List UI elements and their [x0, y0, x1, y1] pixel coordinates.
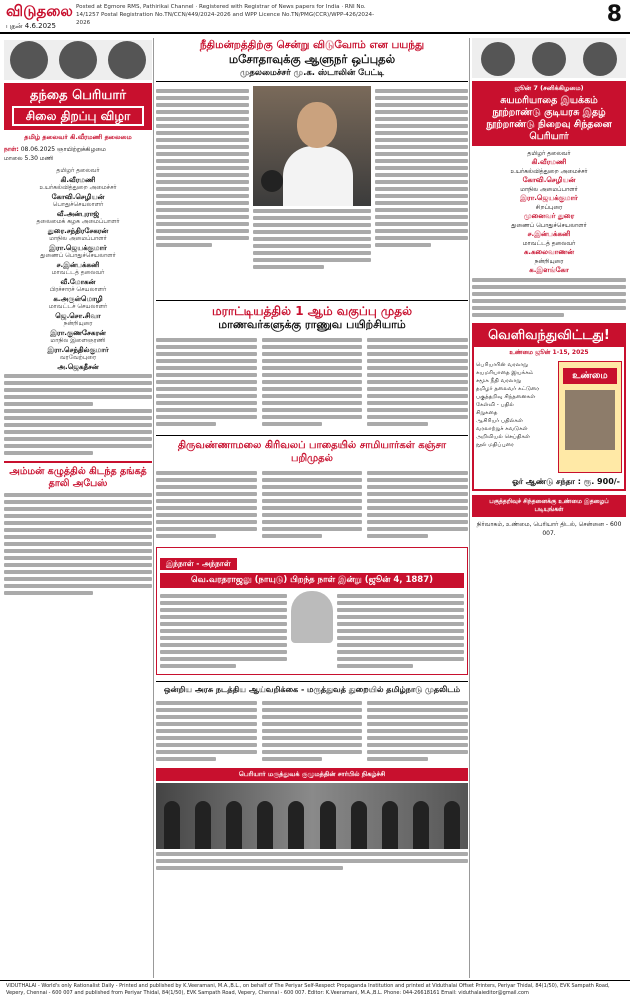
- cover-image: [565, 390, 615, 450]
- banner-title: தந்தை பெரியார்: [30, 88, 126, 103]
- body-text: [156, 86, 249, 300]
- group-photo: [156, 783, 468, 849]
- event-banner: [4, 83, 152, 130]
- history-tag: இந்நாள் - அந்நாள்: [160, 558, 237, 570]
- list-item: துணைப் பொதுச்செயலாளர் ச.இன்பக்கனி: [511, 222, 587, 238]
- event-subtitle: தமிழ் தலைவர் கி.வீரமணி தலைமை: [24, 133, 132, 141]
- history-body: [160, 591, 464, 671]
- list-item: பெரியாரின் வரலாறு: [476, 362, 528, 368]
- issue-date: புதன் 4.6.2025: [6, 22, 56, 30]
- list-item: மாவட்டத் தலைவர் க.கலைவாணன்: [522, 240, 576, 256]
- column-rule: [153, 38, 154, 978]
- list-item: தமிழர் தலைவர் கி.வீரமணி: [527, 150, 571, 166]
- magazine-ad: [472, 323, 626, 491]
- registration-text: Posted at Egmore RMS, Pathirikai Channel · Registered with Registrar of News papers for India · RNI No. 14/1257 Postal Registration No.TN/CCN/449/2024-2026 and WPP Licence No.TN/PMG(CCR)/WPP-426/2024-2026: [76, 4, 375, 26]
- page-number: 8: [606, 2, 622, 27]
- list-item: ஆசிரியர் பதில்கள்: [476, 418, 523, 424]
- body-text: [253, 209, 371, 269]
- paper-logo: விடுதலை: [6, 2, 73, 20]
- portrait-image: [10, 41, 48, 79]
- date-label: நாள்:: [4, 146, 19, 153]
- banner-subtitle: சிலை திறப்பு விழா: [12, 106, 144, 126]
- list-item: சுயமரியாதை இயக்கம்: [476, 370, 534, 376]
- banner-title: சுயமரியாதை இயக்கம் நூற்றாண்டு குடியரசு இதழ் நூற்றாண்டு நிறைவு சிந்தனை பெரியார்: [486, 95, 612, 142]
- magazine-logo: உண்மை: [563, 368, 617, 384]
- column-rule: [469, 38, 470, 978]
- portrait-image: [532, 42, 566, 76]
- story-headline: மராட்டியத்தில் 1 ஆம் வகுப்பு முதல் மாணவர்களுக்கு ராணுவ பயிற்சியாம்: [156, 300, 468, 332]
- story-headline: திருவண்ணாமலை கிரிவலப் பாதையில் சாமியார்கள் கஞ்சா பறிமுதல்: [156, 435, 468, 465]
- portrait-image: [481, 42, 515, 76]
- promo-strip: பகுத்தறிவுச் சிந்தனைக்கு உண்மை இதழைப் படியுங்கள்: [472, 495, 626, 517]
- magazine-cover: [558, 361, 622, 473]
- ad-subtitle: உண்மை ஜூன் 1-15, 2025: [509, 349, 589, 356]
- portrait-image: [59, 41, 97, 79]
- right-column: [472, 38, 626, 978]
- list-item: சமூக நீதி வரலாறு: [476, 378, 522, 384]
- history-box: [156, 547, 468, 675]
- list-item: மாவட்டச் செயலாளர் ஜெ.சொ.சிவா: [48, 303, 108, 320]
- list-item: துணைப் பொதுச்செயலாளர் ச.இன்பக்கனி: [40, 252, 116, 269]
- event-banner: [472, 81, 626, 146]
- list-item: சிறப்புரை முனைவர் துரை: [523, 204, 575, 220]
- story-body: [156, 698, 468, 764]
- story-body: [156, 468, 468, 541]
- list-item: அறிவியல் செய்திகள்: [476, 434, 531, 440]
- ad-headline: வெளிவந்துவிட்டது!: [474, 325, 624, 347]
- body-text: [472, 278, 626, 317]
- list-item: நன்றியுரை இரா.குணசேகரன்: [50, 320, 106, 337]
- chief-minister-photo: [253, 86, 371, 206]
- list-item: நன்றியுரை க.இளங்கோ: [529, 258, 569, 274]
- portrait-image: [108, 41, 146, 79]
- subscription-price: ஓர் ஆண்டு சந்தா : ரூ. 900/-: [512, 477, 620, 486]
- body-text: [4, 374, 152, 455]
- list-item: பொதுச்செயலாளர் வீ.அன்புராஜ்: [52, 201, 104, 218]
- portrait-image: [583, 42, 617, 76]
- middle-column: [156, 38, 468, 978]
- speaker-list: [472, 149, 626, 275]
- list-item: நூல் மதிப்புரை: [476, 442, 514, 448]
- contact-address: நிர்வாகம், உண்மை, பெரியார் திடல், சென்னை - 600 007.: [476, 521, 622, 537]
- list-item: மாநில இளைஞரணி இரா.செந்தில்குமார்: [47, 337, 109, 354]
- event-info: [4, 145, 152, 163]
- list-item: கேள்வி - பதில்: [476, 402, 514, 408]
- list-item: மாநில அமைப்பாளர் இரா.ஜெயக்குமார்: [520, 186, 578, 202]
- list-item: மாவட்டத் தலைவர் வீ.மோகன்: [51, 269, 105, 286]
- story-headline: ஒன்றிய அரசு நடத்திய ஆய்வறிக்கை - மருத்துவத் துறையில் தமிழ்நாடு முதலிடம்: [156, 681, 468, 695]
- banner-date: ஜூன் 7 (சனிக்கிழமை): [514, 84, 584, 92]
- list-item: தலைமைக் கழக அமைப்பாளர் துரை.சந்திரசேகரன்: [36, 218, 120, 235]
- masthead: [0, 0, 630, 34]
- story-headline: அம்மன் கழுத்தில் கிடந்த தங்கத் தாலி அபேஸ்: [4, 461, 152, 490]
- list-item: தமிழர் தலைவர் கி.வீரமணி: [56, 167, 100, 184]
- body-text: [156, 852, 468, 870]
- list-item: பகுத்தறிவு சிந்தனைகள்: [476, 394, 536, 400]
- headline-line-2: மசோதாவுக்கு ஆளுநர் ஒப்புதல்: [228, 52, 396, 66]
- list-item: சிறுகதை: [476, 410, 498, 416]
- body-text: [375, 86, 468, 300]
- lead-headline: [156, 38, 468, 66]
- photo-caption: பெரியார் மருத்துவக் குழுமத்தின் சார்பில் நிகழ்ச்சி: [156, 768, 468, 781]
- list-item: வரவேற்புரை அ.ஜெகதீசன்: [57, 354, 99, 371]
- history-title: வெ.வரதராஜலு (நாயுடு) பிறந்த நாள் இன்று (ஜூன் 4, 1887): [160, 573, 464, 588]
- list-item: பிரச்சாரச் செயலாளர் க.அருள்மொழி: [49, 286, 107, 303]
- portrait-image: [291, 591, 333, 643]
- story-body: [156, 335, 468, 429]
- left-column: [4, 38, 152, 978]
- byline: முதலமைச்சர் மு.க. ஸ்டாலின் பேட்டி: [156, 68, 468, 82]
- ad-contents-list: [476, 361, 555, 473]
- list-item: உயர்கல்வித்துறை அமைச்சர் கோவி.செழியன்: [510, 168, 588, 184]
- list-item: உயர்கல்வித்துறை அமைச்சர் கோவி.செழியன்: [39, 184, 117, 201]
- list-item: மாநில அமைப்பாளர் இரா.ஜெயக்குமார்: [49, 235, 107, 252]
- imprint-footer: VIDUTHALAI - World's only Rationalist Daily - Printed and published by K.Veeramani, M.A.,B.L., on behalf of The Periyar Self-Respect Propaganda Institution and printed at Viduthalai Offset Printers, Periyar Thidal, 84(1/50), EVK Sampath Road, Vepery, Chennai - 600 007 and published from Periyar Thidal, 84(1/50), EVK Sampath Road, Vepery, Chennai - 600 007. Editor: K.Veeramani, M.A.,B.L. Phone: 044-26618161 Email: viduthalaieditor@gmail.com: [0, 980, 630, 1000]
- photo-column: [253, 86, 371, 300]
- list-item: வரலாற்றுச் சுவடுகள்: [476, 426, 528, 432]
- portrait-row: [472, 38, 626, 78]
- ad-content: [474, 359, 624, 475]
- body-text: [4, 493, 152, 595]
- portrait-row: [4, 40, 152, 80]
- speaker-list: [4, 167, 152, 371]
- headline-line-1: நீதிமன்றத்திற்கு சென்று விடுவோம் என பயந்து: [199, 39, 425, 51]
- lead-story: [156, 86, 468, 300]
- event-time: மாலை 5.30 மணி: [4, 155, 54, 162]
- event-date: 08.06.2025 ஞாயிற்றுக்கிழமை: [20, 146, 106, 153]
- list-item: தமிழர் தலைவர் கட்டுரை: [476, 386, 540, 392]
